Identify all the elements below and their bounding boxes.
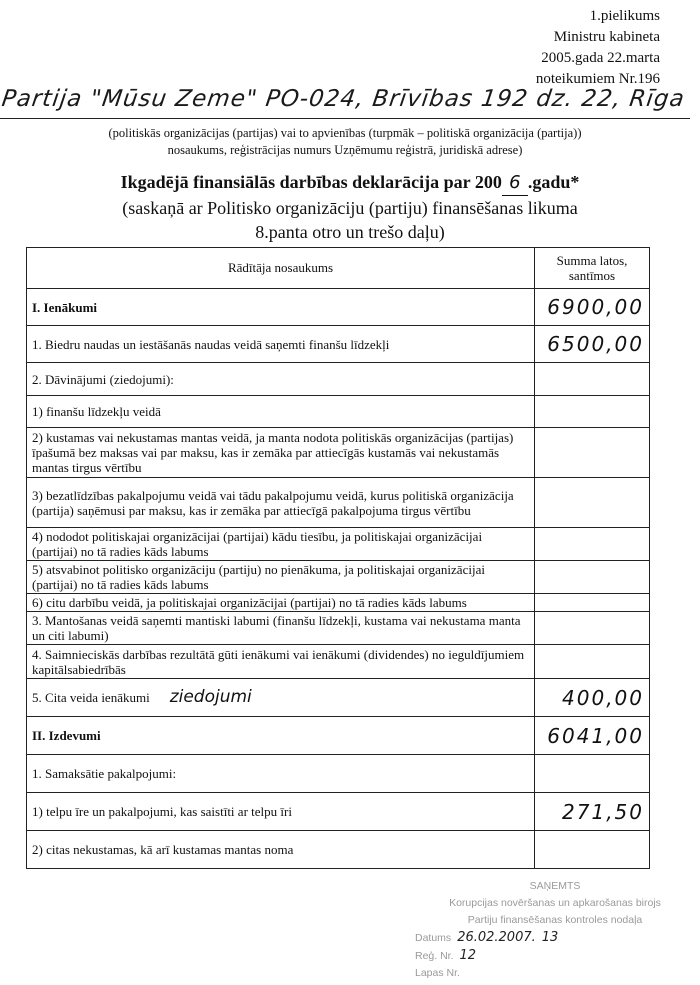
declaration-table (26, 247, 650, 869)
row-label: 4) nododot politiskajai organizācijai (partijai) kādu tiesību, ja politiskajai organizācijai (partijai) no tā radies kāds labums (27, 528, 535, 561)
row-label: II. Izdevumi (27, 717, 535, 755)
table-row (27, 645, 650, 679)
stamp-line-1: SAŅEMTS (529, 880, 581, 892)
party-caption-line-2: nosaukums, reģistrācijas numurs Uzņēmumu reģistrā, juridiskā adrese) (167, 143, 523, 157)
row-label (27, 679, 535, 717)
row-label: 1. Biedru naudas un iestāšanās naudas veidā saņemti finanšu līdzekļi (27, 326, 535, 363)
row-amount (535, 755, 650, 793)
title-sub-1: (saskaņā ar Politisko organizāciju (partiju) finansēšanas likuma (122, 198, 578, 218)
row-amount: 6041,00 (535, 717, 650, 755)
stamp-line-3: Partiju finansēšanas kontroles nodaļa (467, 914, 643, 926)
table-header-row (27, 248, 650, 289)
table-row (27, 478, 650, 528)
row-label: I. Ienākumi (27, 289, 535, 326)
annex-line-4: noteikumiem Nr.196 (535, 71, 660, 87)
row-amount (535, 561, 650, 594)
party-caption-line-1: (politiskās organizācijas (partijas) vai to apvienības (turpmāk – politiskā organizācija (partija)) (108, 126, 582, 140)
table-row (27, 428, 650, 478)
row-amount (535, 528, 650, 561)
header-amount: Summa latos, santīmos (535, 248, 650, 289)
title-main-text: Ikgadējā finansiālās darbības deklarācija par 200 (120, 172, 502, 192)
row-amount (535, 363, 650, 396)
table-row (27, 326, 650, 363)
row-label: 6) citu darbību veidā, ja politiskajai organizācijai (partijai) no tā radies kāds labums (27, 594, 535, 612)
row-amount (535, 478, 650, 528)
row-label: 1. Samaksātie pakalpojumi: (27, 755, 535, 793)
table-row (27, 363, 650, 396)
row-handwritten-note: ziedojumi (169, 687, 252, 707)
stamp-time-value: 13 (541, 930, 559, 945)
row-label: 1) finanšu līdzekļu veidā (27, 396, 535, 428)
annex-line-3: 2005.gada 22.marta (541, 50, 660, 66)
received-stamp (415, 878, 695, 982)
stamp-reg-line (415, 947, 695, 965)
stamp-pages-label: Lapas Nr. (415, 967, 460, 979)
row-amount: 400,00 (535, 679, 650, 717)
stamp-date-line (415, 929, 695, 947)
table-row (27, 717, 650, 755)
row-label: 2) citas nekustamas, kā arī kustamas mantas noma (27, 831, 535, 869)
title-sub-2: 8.panta otro un trešo daļu) (255, 222, 445, 242)
row-label-text: 5. Cita veida ienākumi (32, 690, 150, 705)
table-row (27, 289, 650, 326)
annex-line-1: 1.pielikums (589, 8, 660, 24)
table-row (27, 594, 650, 612)
row-label: 1) telpu īre un pakalpojumi, kas saistīti ar telpu īri (27, 793, 535, 831)
row-amount (535, 645, 650, 679)
table-row (27, 528, 650, 561)
table-row (27, 755, 650, 793)
row-amount (535, 612, 650, 645)
row-amount: 6900,00 (535, 289, 650, 326)
stamp-date-label: Datums (415, 932, 452, 944)
table-row (27, 831, 650, 869)
row-label: 2. Dāvinājumi (ziedojumi): (27, 363, 535, 396)
stamp-reg-value: 12 (459, 948, 477, 963)
stamp-reg-label: Reģ. Nr. (415, 950, 454, 962)
header-name: Rādītāja nosaukums (27, 248, 535, 289)
table-row (27, 396, 650, 428)
title-main-suffix: .gadu* (527, 172, 580, 192)
row-label: 2) kustamas vai nekustamas mantas veidā, ja manta nodota politiskās organizācijas (partijas) īpašumā bez maksas vai par maksu, kas ir zemāka par attiecīgās kustamās vai nekustamās mantas tirgus vērtību (27, 428, 535, 478)
row-label: 3. Mantošanas veidā saņemti mantiski labumi (finanšu līdzekļi, kustama vai nekustama manta un citi labumi) (27, 612, 535, 645)
party-handwritten-name: Partija "Mūsu Zeme" PO-024, Brīvības 192 dz. 22, Rīga (0, 86, 687, 112)
table-row (27, 612, 650, 645)
row-amount: 271,50 (535, 793, 650, 831)
declaration-title (40, 170, 660, 244)
stamp-date-value: 26.02.2007. (457, 930, 536, 945)
row-label: 5) atsvabinot politisko organizāciju (partiju) no pienākuma, ja politiskajai organizācijai (partijai) no tā radies kāds labums (27, 561, 535, 594)
row-amount (535, 396, 650, 428)
stamp-line-2: Korupcijas novēršanas un apkarošanas birojs (449, 897, 661, 909)
annex-line-2: Ministru kabineta (553, 29, 660, 45)
table-row (27, 679, 650, 717)
row-amount: 6500,00 (535, 326, 650, 363)
annex-reference (536, 6, 660, 90)
row-amount (535, 594, 650, 612)
table-row (27, 793, 650, 831)
row-amount (535, 831, 650, 869)
table-row (27, 561, 650, 594)
party-underline (0, 118, 690, 119)
row-label: 4. Saimnieciskās darbības rezultātā gūti ienākumi vai ienākumi (dividendes) no ieguldījumiem kapitālsabiedrībās (27, 645, 535, 679)
title-main (40, 170, 660, 196)
title-year-handwritten: 6 (502, 171, 528, 196)
row-label: 3) bezatlīdzības pakalpojumu veidā vai tādu pakalpojumu veidā, kurus politiskā organizācija (partija) saņēmusi par maksu, kas ir zemāka par attiecīgā pakalpojuma tirgus vērtību (27, 478, 535, 528)
party-caption (40, 125, 650, 159)
row-amount (535, 428, 650, 478)
